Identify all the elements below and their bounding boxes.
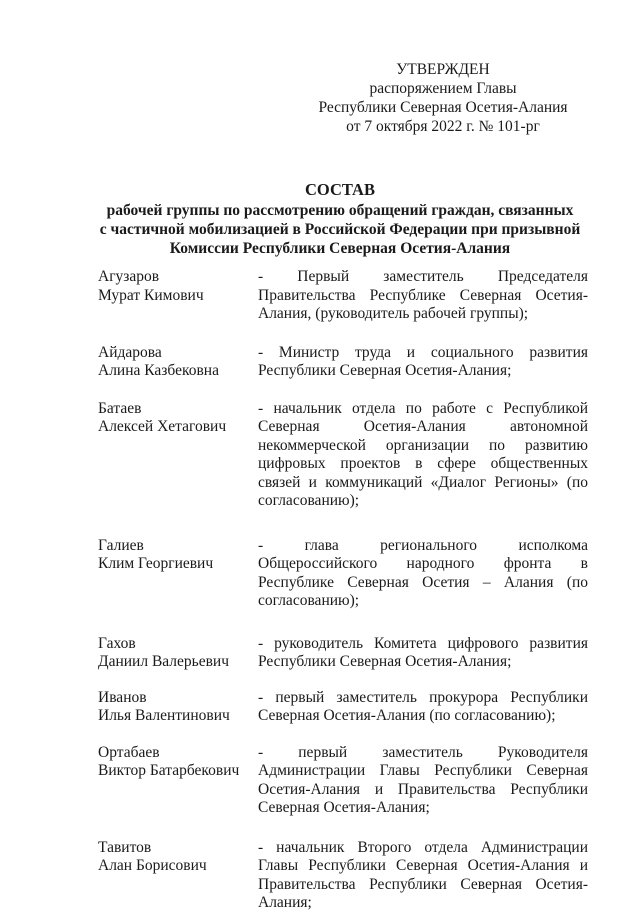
member-name bbox=[98, 744, 258, 818]
member-given-name: Виктор Батарбекович bbox=[98, 762, 240, 779]
member-role: - Первый заместитель Председателя Правительства Республике Северная Осетия-Алания, (руководитель рабочей группы); bbox=[258, 268, 588, 322]
title-line: рабочей группы по рассмотрению обращений граждан, связанных bbox=[106, 202, 574, 219]
member-role: - руководитель Комитета цифрового развития Республики Северная Осетия-Алания; bbox=[258, 634, 588, 670]
member-surname: Тавитов bbox=[98, 838, 152, 856]
member-given-name: Алан Борисович bbox=[98, 857, 207, 874]
document-title bbox=[80, 180, 600, 258]
member-given-name: Илья Валентинович bbox=[98, 707, 230, 724]
member-name bbox=[98, 537, 258, 611]
title-line: с частичной мобилизацией в Российской Федерации при призывной bbox=[99, 221, 581, 238]
member-role: - первый заместитель прокурора Республики Северная Осетия-Алания (по согласованию); bbox=[258, 688, 588, 724]
member-row bbox=[98, 400, 588, 511]
approval-heading: УТВЕРЖДЕН bbox=[396, 61, 490, 78]
member-surname: Ортабаев bbox=[98, 743, 160, 761]
member-row bbox=[98, 689, 588, 726]
member-given-name: Даниил Валерьевич bbox=[98, 653, 230, 670]
member-role: - первый заместитель Руководителя Администрации Главы Республики Северная Осетия-Алания и Правительства Республики Северная Осетия-Алания; bbox=[258, 743, 588, 816]
member-list bbox=[98, 268, 588, 913]
member-surname: Айдарова bbox=[98, 343, 162, 361]
member-name bbox=[98, 689, 258, 726]
approval-line: распоряжением Главы bbox=[369, 80, 517, 97]
title-main: СОСТАВ bbox=[305, 180, 375, 199]
member-surname: Гахов bbox=[98, 634, 136, 652]
member-row bbox=[98, 635, 588, 672]
member-role: - начальник Второго отдела Администрации Главы Республики Северная Осетия-Алания и Правительства Республики Северная Осетия-Алания; bbox=[258, 838, 588, 911]
member-surname: Иванов bbox=[98, 688, 147, 706]
member-row bbox=[98, 537, 588, 611]
member-name bbox=[98, 635, 258, 672]
member-name bbox=[98, 400, 258, 511]
approval-line: Республики Северная Осетия-Алания bbox=[318, 99, 568, 116]
member-name bbox=[98, 268, 258, 324]
member-role: - глава регионального исполкома Общероссийского народного фронта в Республике Северная Осетия – Алания (по согласованию); bbox=[258, 536, 588, 609]
approval-stamp bbox=[318, 60, 568, 136]
member-row bbox=[98, 744, 588, 818]
title-line: Комиссии Республики Северная Осетия-Алания bbox=[169, 240, 511, 257]
member-given-name: Алексей Хетагович bbox=[98, 418, 227, 435]
member-given-name: Мурат Кимович bbox=[98, 286, 204, 304]
member-role: - Министр труда и социального развития Республики Северная Осетия-Алания; bbox=[258, 343, 588, 379]
member-given-name: Клим Георгиевич bbox=[98, 555, 214, 572]
member-surname: Батаев bbox=[98, 399, 142, 417]
member-row bbox=[98, 839, 588, 913]
member-surname: Галиев bbox=[98, 536, 144, 554]
member-surname: Агузаров bbox=[98, 268, 160, 285]
member-name bbox=[98, 839, 258, 913]
member-row bbox=[98, 268, 588, 324]
member-name bbox=[98, 344, 258, 381]
member-role: - начальник отдела по работе с Республикой Северная Осетия-Алания автономной некоммерческой организации по развитию цифровых проектов в сфере общественных связей и коммуникаций «Диалог Регионы» (по согласованию); bbox=[258, 399, 588, 509]
approval-date: от 7 октября 2022 г. № 101-рг bbox=[346, 118, 540, 135]
member-given-name: Алина Казбековна bbox=[98, 362, 219, 379]
member-row bbox=[98, 344, 588, 381]
